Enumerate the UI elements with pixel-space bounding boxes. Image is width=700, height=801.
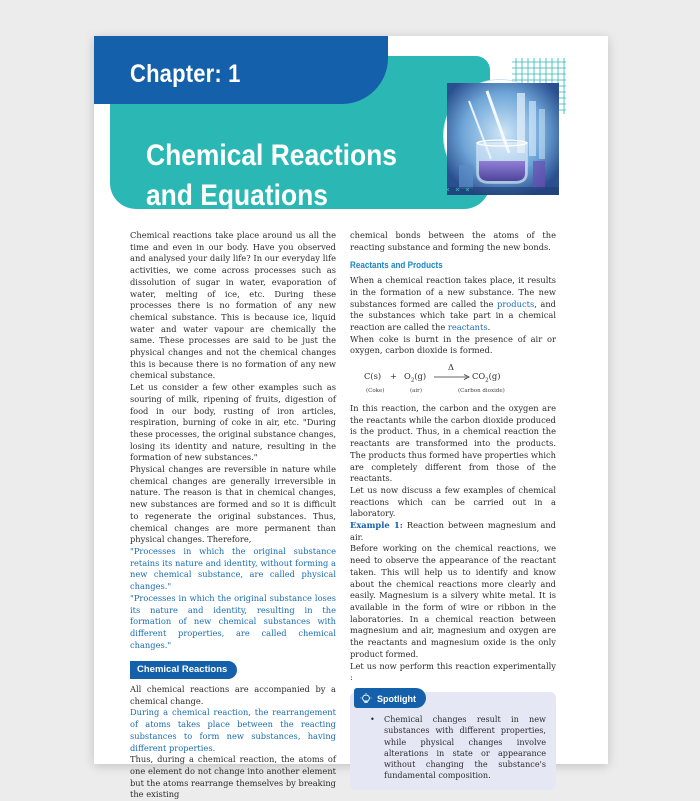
eq-plus: +: [390, 371, 397, 382]
eq-product: [472, 371, 500, 387]
chemical-change-definition: "Processes in which the original substance loses its nature and identity, resulting in the formation of new chemical substances with different properties, are called chemical changes.": [130, 592, 336, 650]
eq-oxygen-state: (g): [414, 371, 427, 382]
eq-product-state: (g): [488, 371, 501, 382]
book-page: [94, 36, 608, 800]
spotlight-list: [370, 714, 546, 782]
physical-change-definition: "Processes in which the original substance retains its nature and identity, without forming a new chemical substance, are called physical changes.": [130, 545, 336, 592]
right-column: [350, 230, 556, 790]
title-line-1: Chemical Reactions: [146, 139, 397, 172]
reactions-paragraph-2: Thus, during a chemical reaction, the atoms of one element do not change into another element but the atoms rearrange themselves by breaking the existing: [130, 754, 336, 800]
reactants-term: reactants: [447, 321, 488, 332]
chapter-tab: [94, 36, 388, 104]
laboratory-glassware-image: [444, 80, 556, 192]
example-text: Reaction between magnesium and air.: [350, 520, 556, 542]
reactants-products-paragraph-4: Let us now discuss a few examples of chemical reactions which can be carried out in a laboratory.: [350, 484, 556, 519]
reactants-products-paragraph-3: In this reaction, the carbon and the oxygen are the reactants while the carbon dioxide produced is the product. Thus, in a chemical reaction the reactants are transformed into the products. The products thus formed have properties which are completely different from those of the reactants.: [350, 403, 556, 484]
spotlight-box: [350, 692, 556, 790]
intro-paragraph-2: Let us consider a few other examples such as souring of milk, ripening of fruits, digestion of food in our body, rusting of iron articles, respiration, burning of coke in air, etc. "During these processes, the original substance changes, losing its identity and nature, resulting in the formation of new substances.": [130, 382, 336, 463]
reactants-products-heading: Reactants and Products: [350, 260, 443, 271]
example-paragraph-1: Before working on the chemical reactions, we need to observe the appearance of the reactant taken. This will help us to identify and know about the chemical reactions more clearly and easily. Magnesium is a silvery white metal. It is available in the form of wire or ribbon in the laboratories. In a chemical reaction between magnesium and air, magnesium and oxygen are the reactants and magnesium oxide is the only product formed.: [350, 543, 556, 659]
reactions-highlight: During a chemical reaction, the rearrangement of atoms takes place between the reacting substances to form new substances, having different properties.: [130, 707, 336, 753]
eq-carbon: C(s): [364, 371, 382, 382]
eq-oxygen: [404, 371, 426, 387]
cross-pattern-decoration: [434, 186, 474, 206]
reactants-products-paragraph-1: [350, 275, 556, 334]
example-paragraph-2: Let us now perform this reaction experimentally :: [350, 660, 556, 683]
chapter-label: Chapter: 1: [130, 60, 241, 88]
reactions-paragraph-1: All chemical reactions are accompanied by a chemical change.: [130, 684, 336, 706]
rp-text-mid: , and the substances which take part in a chemical reaction are called the: [350, 298, 556, 332]
eq-product-sub: 2: [485, 377, 489, 384]
eq-label-air: (air): [410, 388, 422, 395]
chemical-reactions-heading: Chemical Reactions: [130, 661, 237, 679]
eq-label-carbon-dioxide: (Carbon dioxide): [458, 388, 505, 395]
spotlight-tab: [354, 688, 426, 708]
chapter-title: [146, 136, 436, 216]
lightbulb-icon: [360, 693, 372, 705]
rp-text-end: .: [487, 321, 491, 332]
eq-label-coke: (Coke): [366, 388, 385, 395]
left-column: [130, 230, 336, 801]
continuation-paragraph: chemical bonds between the atoms of the reacting substance and forming the new bonds.: [350, 230, 556, 252]
reaction-arrow-icon: [434, 374, 470, 380]
intro-paragraph-1: Chemical reactions take place around us all the time and even in our body. Have you observed and analysed your daily life? In our everyday life activities, we come across processes such as dissolution of sugar in water, evaporation of water, melting of ice, etc. During these processes there is no formation of any new chemical substance. This is because ice, liquid water and water vapour are chemically the same. These processes are said to be just the physical changes and not the chemical changes this is because there is no formation of any new chemical substance.: [130, 230, 336, 381]
example-label: Example 1:: [350, 520, 403, 531]
rp-text-start: When a chemical reaction takes place, it results in the formation of a new substance. The new substances formed are called the: [350, 275, 556, 309]
products-term: products: [497, 298, 535, 309]
chemical-equation: [364, 363, 556, 399]
spotlight-title: Spotlight: [377, 693, 416, 704]
intro-paragraph-3: Physical changes are reversible in nature while chemical changes are generally irreversible in nature. The reason is that in chemical changes, new substances are formed and so it is difficult to regenerate the original substances. Thus, chemical changes are more permanent than physical changes. Therefore,: [130, 464, 336, 545]
eq-oxygen-main: O: [404, 371, 411, 382]
reactants-products-paragraph-2: When coke is burnt in the presence of air or oxygen, carbon dioxide is formed.: [350, 333, 556, 356]
eq-delta: Δ: [448, 362, 454, 373]
title-line-2: and Equations: [146, 179, 328, 212]
example-1-title: [350, 520, 556, 543]
spotlight-bullet: • Chemical changes result in new substances with different properties, while physical changes involve alterations in state or appearance without changing the substance's fundamental composition.: [370, 714, 546, 782]
eq-oxygen-sub: 2: [410, 377, 415, 384]
eq-product-main: CO: [472, 371, 486, 382]
